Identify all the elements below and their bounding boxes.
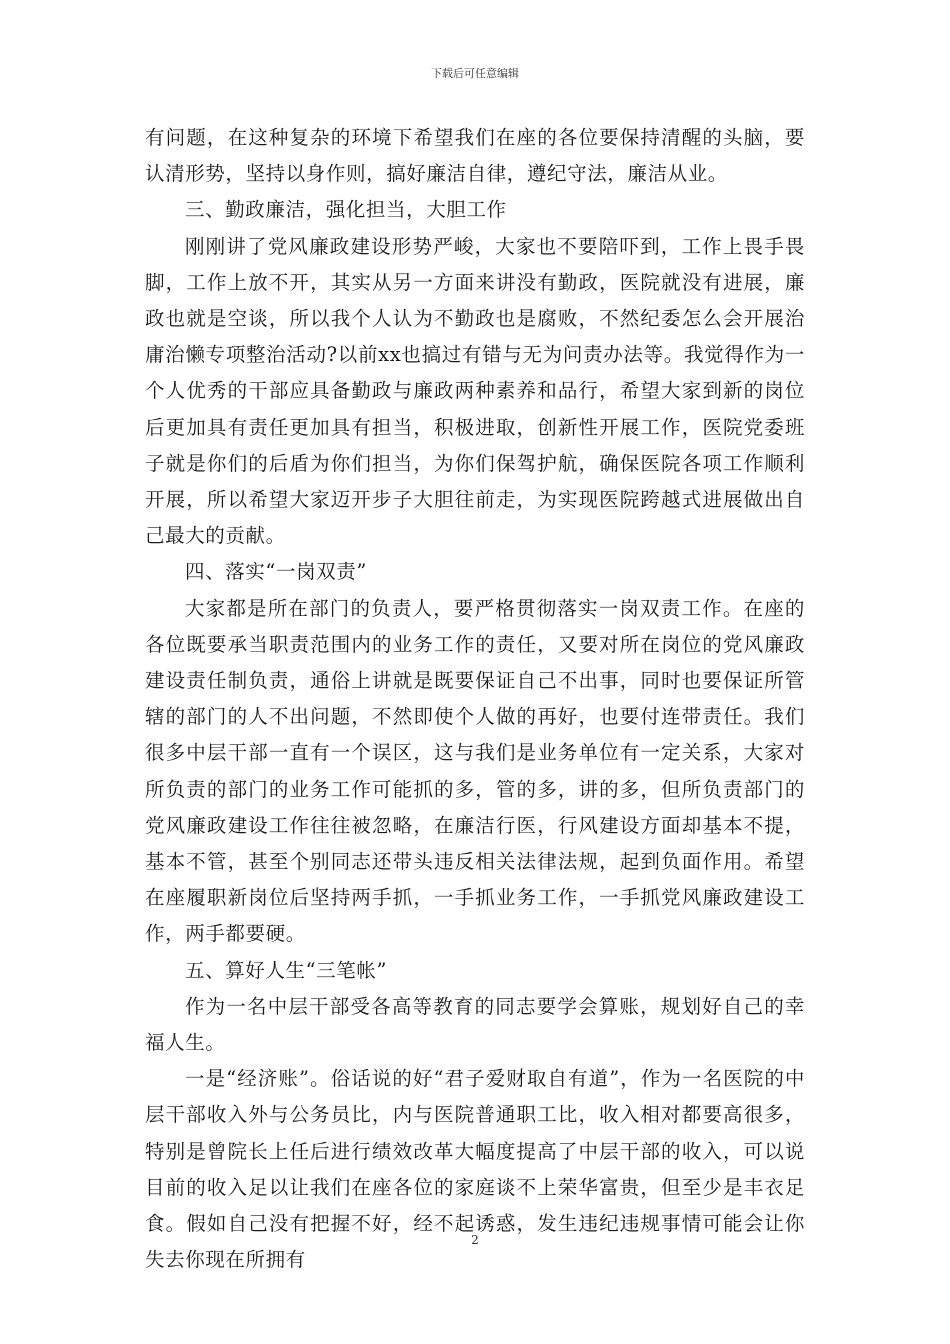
section-heading: 五、算好人生“三笔帐”	[185, 958, 388, 982]
paragraph: 作为一名中层干部受各高等教育的同志要学会算账，规划好自己的幸福人生。	[145, 994, 805, 1055]
paragraph: 一是“经济账”。俗话说的好“君子爱财取自有道”，作为一名医院的中层干部收入外与公务员比，内与医院普通职工比，收入相对都要高很多，特别是曾院长上任后进行绩效改革大幅度提高了中层干部的收入，可以说目前的收入足以让我们在座各位的家庭谈不上荣华富贵，但至少是丰衣足食。假如自己没有把握不好，经不起诱惑，发生违纪违规事情可能会让你失去你现在所拥有	[145, 1067, 805, 1272]
page-header: 下载后可任意编辑	[431, 67, 519, 80]
section-heading: 三、勤政廉洁，强化担当，大胆工作	[185, 198, 507, 222]
document-body	[145, 120, 805, 1279]
page-number: 2	[471, 1233, 479, 1247]
paragraph: 大家都是所在部门的负责人，要严格贯彻落实一岗双责工作。在座的各位既要承当职责范围内的业务工作的责任，又要对所在岗位的党风廉政建设责任制负责，通俗上讲就是既要保证自己不出事，同时也要保证所管辖的部门的人不出问题，不然即使个人做的再好，也要付连带责任。我们很多中层干部一直有一个误区，这与我们是业务单位有一定关系，大家对所负责的部门的业务工作可能抓的多，管的多，讲的多，但所负责部门的党风廉政建设工作往往被忽略，在廉洁行医，行风建设方面却基本不提，基本不管，甚至个别同志还带头违反相关法律法规，起到负面作用。希望在座履职新岗位后坚持两手抓，一手抓业务工作，一手抓党风廉政建设工作，两手都要硬。	[145, 596, 805, 946]
paragraph: 刚刚讲了党风廉政建设形势严峻，大家也不要陪吓到，工作上畏手畏脚，工作上放不开，其实从另一方面来讲没有勤政，医院就没有进展，廉政也就是空谈，所以我个人认为不勤政也是腐败，不然纪委怎么会开展治庸治懒专项整治活动?以前xx也搞过有错与无为问责办法等。我觉得作为一个人优秀的干部应具备勤政与廉政两种素养和品行，希望大家到新的岗位后更加具有责任更加具有担当，积极进取，创新性开展工作，医院党委班子就是你们的后盾为你们担当，为你们保驾护航，确保医院各项工作顺利开展，所以希望大家迈开步子大胆往前走，为实现医院跨越式进展做出自己最大的贡献。	[145, 234, 805, 548]
paragraph: 有问题，在这种复杂的环境下希望我们在座的各位要保持清醒的头脑，要认清形势，坚持以身作则，搞好廉洁自律，遵纪守法，廉洁从业。	[145, 126, 805, 186]
section-heading: 四、落实“一岗双责”	[185, 560, 367, 584]
